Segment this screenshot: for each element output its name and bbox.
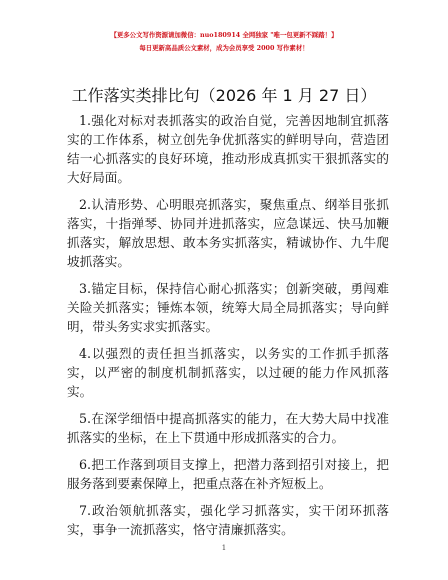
- paragraph-2: 2.认清形势、心明眼亮抓落实，聚焦重点、纲举目张抓落实，十指弹琴、协同并进抓落实，应急谋远、快马加鞭抓落实，解放思想、敢本务实抓落实，精诚协作、九牛爬坡抓落实。: [67, 197, 389, 269]
- paragraph-5: 5.在深学细悟中提高抓落实的能力，在大势大局中找准抓落实的坐标，在上下贯通中形成抓落实的合力。: [67, 411, 389, 445]
- paragraph-4: 4.以强烈的责任担当抓落实，以务实的工作抓手抓落实，以严密的制度机制抓落实，以过硬的能力作风抓落实。: [67, 346, 389, 399]
- paragraph-6: 6.把工作落到项目支撑上，把潜力落到招引对接上，把服务落到要素保障上，把重点落在补齐短板上。: [67, 457, 389, 491]
- paragraph-3: 3.锚定目标，保持信心耐心抓落实；创新突破，勇闯难关险关抓落实；锤炼本领，统筹大局全局抓落实；导向鲜明，带头务实求实抓落实。: [67, 281, 389, 334]
- document-body: [67, 111, 389, 547]
- promo-banner-line-1: 【更多公文写作资源请加微信：nuo180914 全网独家 "唯一包更新不踩踏！】: [110, 31, 338, 39]
- page-number: 1: [221, 544, 227, 552]
- promo-banner-line-2: 每日更新高品质公文素材，成为会员享受 2000 写作素材！: [139, 44, 309, 52]
- paragraph-7: 7.政治领航抓落实，强化学习抓落实，实干闭环抓落实，事争一流抓落实，恪守清廉抓落实。: [67, 503, 389, 537]
- document-title: 工作落实类排比句（2026 年 1 月 27 日）: [71, 86, 377, 105]
- paragraph-1: 1.强化对标对表抓落实的政治自觉，完善因地制宜抓落实的工作体系，树立创先争优抓落实的鲜明导向，营造团结一心抓落实的良好环境，推动形成真抓实干狠抓落实的大好局面。: [67, 113, 389, 185]
